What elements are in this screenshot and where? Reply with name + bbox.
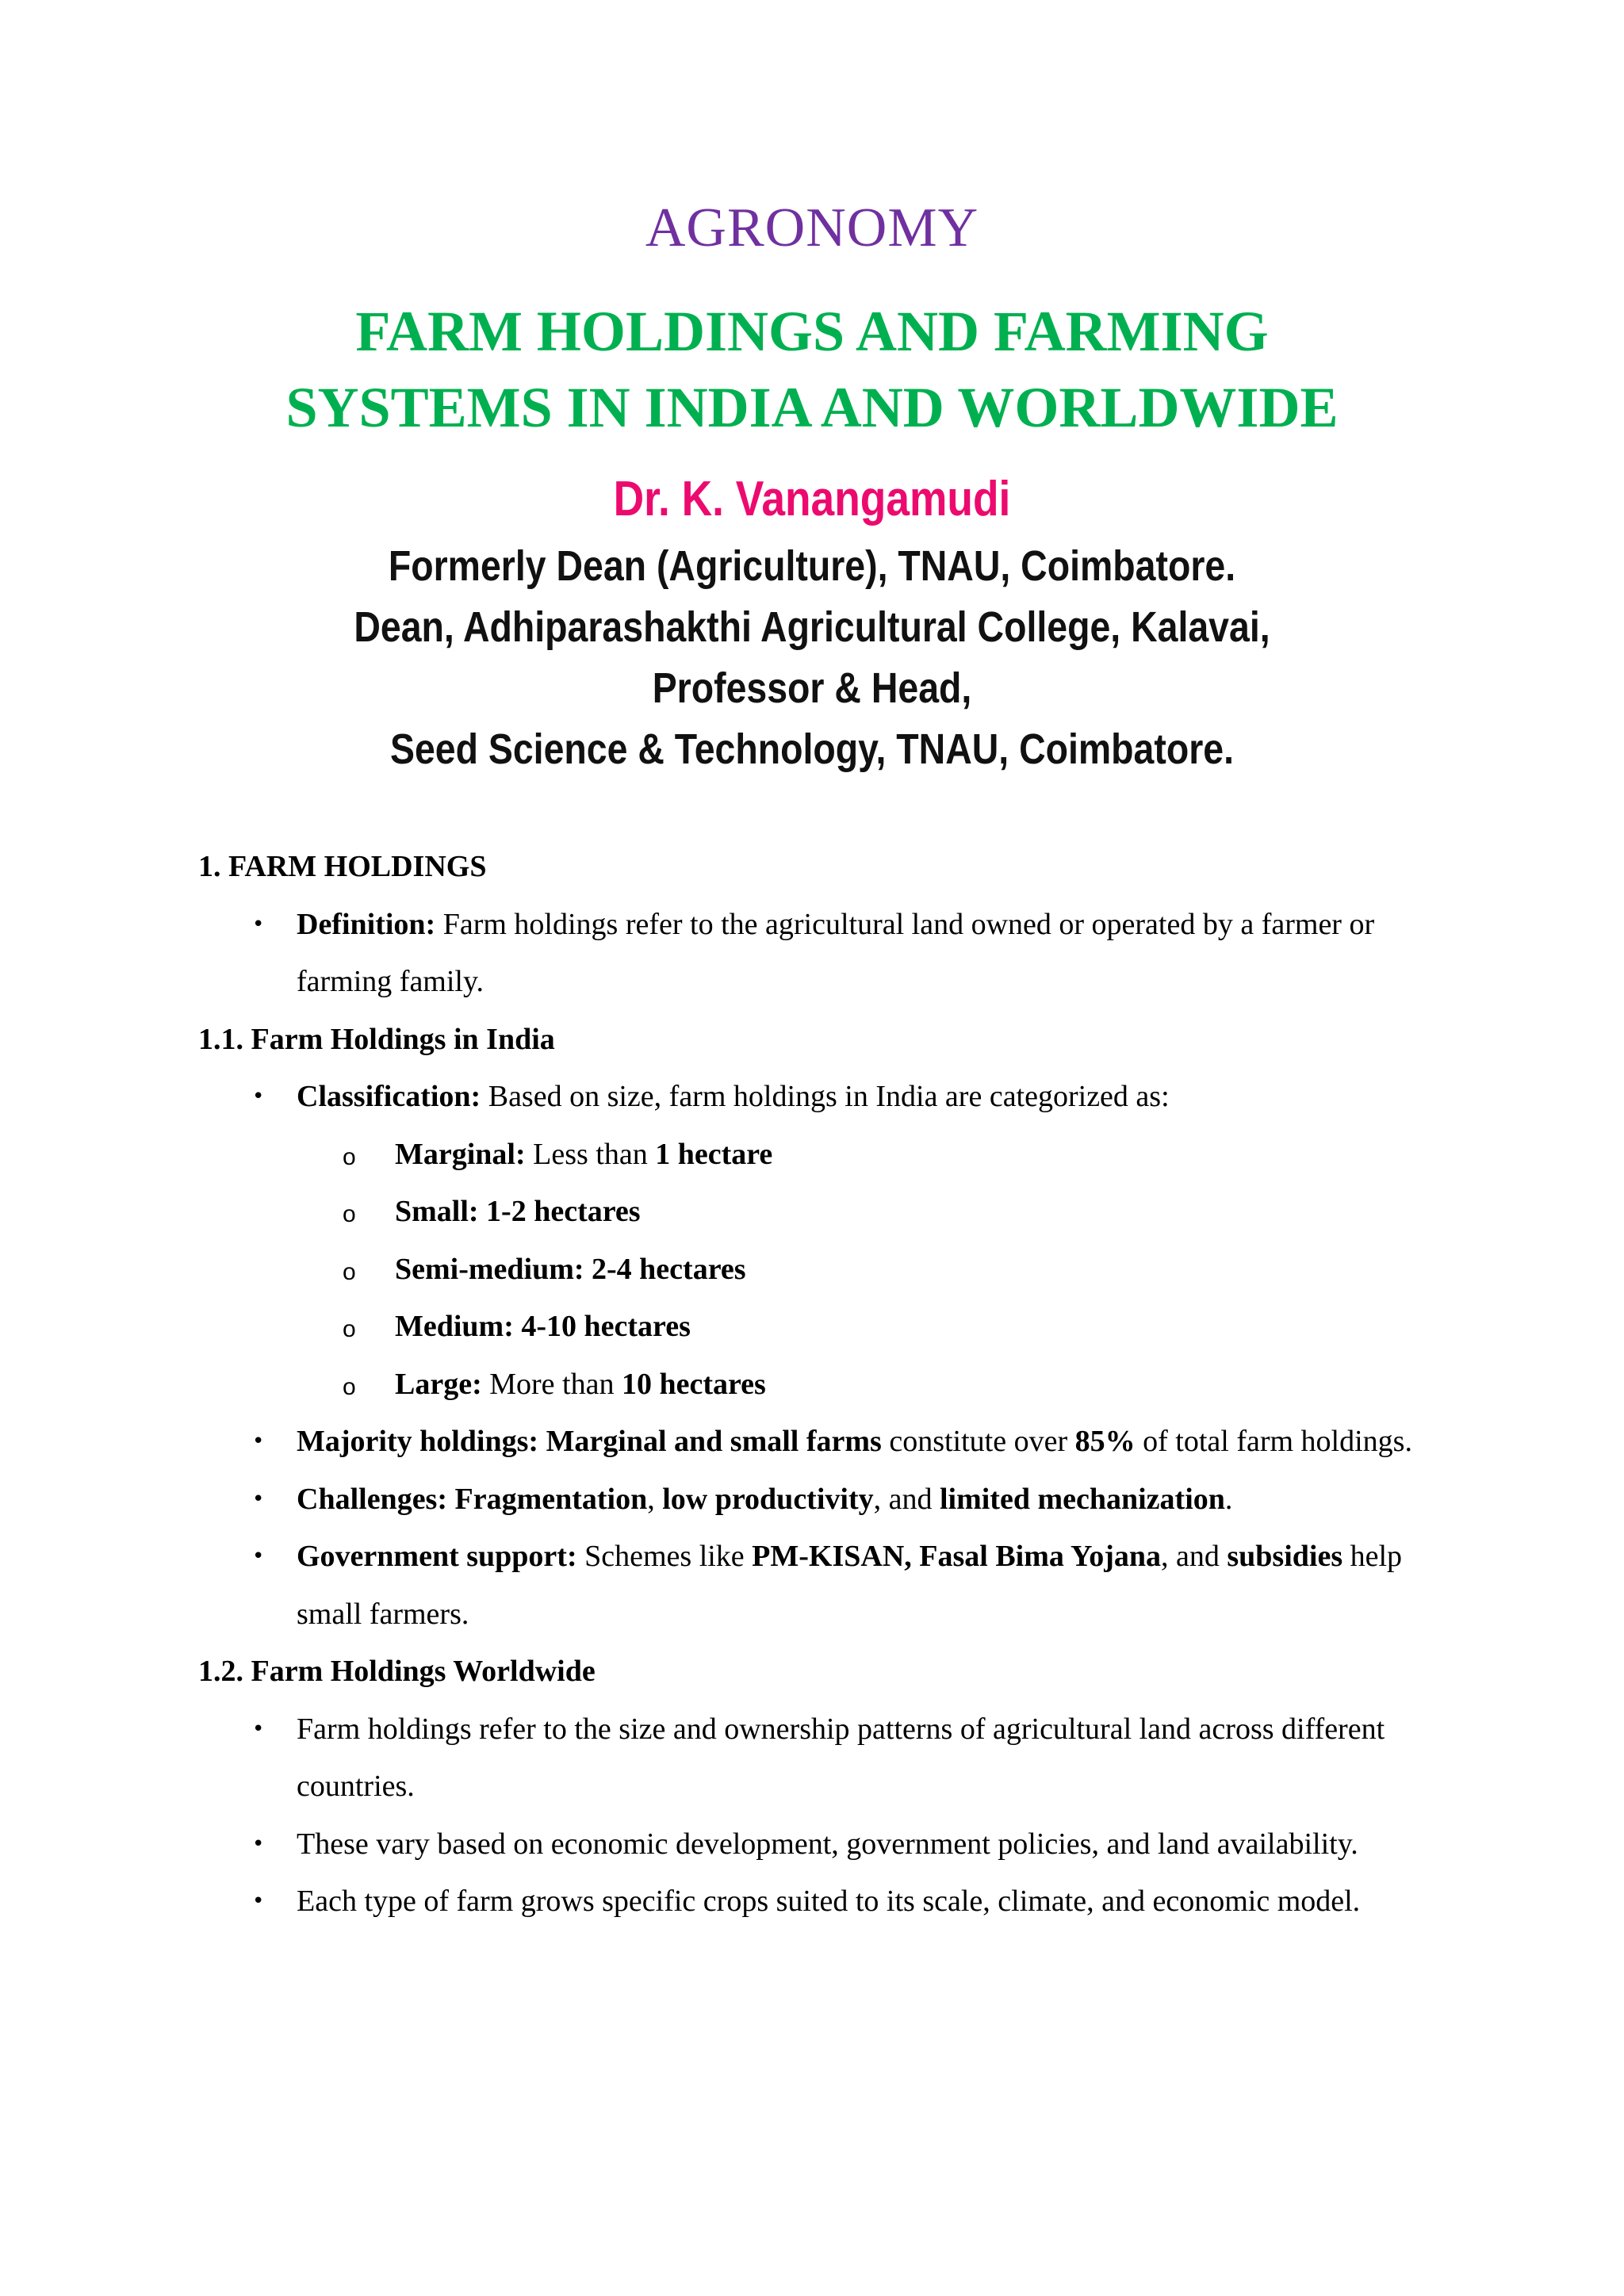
category-text: Less than xyxy=(525,1137,656,1171)
support-schemes: PM-KISAN, Fasal Bima Yojana xyxy=(752,1540,1161,1573)
bullet-icon: • xyxy=(252,1889,265,1913)
category-item-large xyxy=(343,1356,1451,1414)
category-label: Large: xyxy=(395,1367,482,1401)
classification-label: Classification: xyxy=(297,1080,481,1113)
category-label: Small: 1-2 hectares xyxy=(395,1195,641,1228)
document-title-line-1: FARM HOLDINGS AND FARMING xyxy=(355,300,1269,363)
list-item-text: These vary based on economic development, government policies, and land availability. xyxy=(297,1827,1358,1861)
separator-text: , and xyxy=(873,1482,940,1516)
challenges-label: Challenges: xyxy=(297,1482,447,1516)
circle-bullet-icon: o xyxy=(343,1258,356,1285)
list-item xyxy=(252,1701,1451,1816)
challenge-item: Fragmentation xyxy=(454,1482,648,1516)
bullet-icon: • xyxy=(252,1831,265,1856)
challenge-item: limited mechanization xyxy=(939,1482,1225,1516)
definition-list xyxy=(198,896,1451,1011)
category-list xyxy=(297,1126,1451,1414)
category-item-small xyxy=(343,1183,1451,1241)
bullet-icon: • xyxy=(252,1487,265,1511)
category-label: Semi-medium: 2-4 hectares xyxy=(395,1252,746,1286)
challenge-item: low productivity xyxy=(662,1482,874,1516)
list-item-definition xyxy=(252,896,1451,1011)
majority-text: of total farm holdings. xyxy=(1135,1425,1412,1458)
category-item-marginal xyxy=(343,1126,1451,1184)
separator-text: . xyxy=(1224,1482,1233,1516)
list-item-text: Farm holdings refer to the size and ownership patterns of agricultural land across different countries. xyxy=(297,1712,1385,1803)
classification-text: Based on size, farm holdings in India are categorized as: xyxy=(481,1080,1170,1113)
section-heading-farm-holdings: 1. FARM HOLDINGS xyxy=(198,850,487,883)
separator-text: , xyxy=(647,1482,663,1516)
author-name: Dr. K. Vanangamudi xyxy=(613,472,1011,526)
list-item-majority xyxy=(252,1413,1451,1471)
list-item-challenges xyxy=(252,1471,1451,1529)
support-text: Schemes like xyxy=(576,1540,753,1573)
document-body xyxy=(198,838,1451,1931)
bullet-icon: • xyxy=(252,912,265,936)
circle-bullet-icon: o xyxy=(343,1373,356,1400)
majority-text: constitute over xyxy=(881,1425,1075,1458)
circle-bullet-icon: o xyxy=(343,1143,356,1170)
author-affiliation xyxy=(113,536,1510,780)
majority-phrase: Marginal and small farms xyxy=(546,1425,882,1458)
document-title xyxy=(0,293,1624,446)
category-text: More than xyxy=(481,1367,622,1401)
category-item-semi-medium xyxy=(343,1241,1451,1299)
bullet-icon: • xyxy=(252,1544,265,1568)
circle-bullet-icon: o xyxy=(343,1316,356,1342)
category-label: Marginal: xyxy=(395,1137,526,1171)
category-value: 1 hectare xyxy=(655,1137,773,1171)
bullet-icon: • xyxy=(252,1716,265,1741)
list-item-government-support xyxy=(252,1528,1451,1643)
majority-label: Majority holdings: xyxy=(297,1425,539,1458)
section-heading-worldwide: 1.2. Farm Holdings Worldwide xyxy=(198,1655,596,1688)
support-label: Government support: xyxy=(297,1540,577,1573)
list-item-classification xyxy=(252,1068,1451,1413)
support-subsidies: subsidies xyxy=(1227,1540,1343,1573)
support-text: help small farmers. xyxy=(297,1540,1403,1631)
category-value: 10 hectares xyxy=(621,1367,766,1401)
definition-text: Farm holdings refer to the agricultural land owned or operated by a farmer or farming family. xyxy=(297,907,1375,998)
affiliation-line: Formerly Dean (Agriculture), TNAU, Coimbatore. xyxy=(388,542,1236,590)
affiliation-line: Dean, Adhiparashakthi Agricultural College, Kalavai, xyxy=(354,603,1270,651)
circle-bullet-icon: o xyxy=(343,1201,356,1227)
list-item xyxy=(252,1816,1451,1873)
bullet-icon: • xyxy=(252,1085,265,1108)
section-heading-india: 1.1. Farm Holdings in India xyxy=(198,1022,555,1056)
support-text: , and xyxy=(1161,1540,1228,1573)
category-label: Medium: 4-10 hectares xyxy=(395,1310,691,1343)
list-item-text: Each type of farm grows specific crops suited to its scale, climate, and economic model. xyxy=(297,1885,1361,1918)
definition-label: Definition: xyxy=(297,907,436,941)
bullet-icon: • xyxy=(252,1429,265,1453)
list-item xyxy=(252,1873,1451,1931)
india-list xyxy=(198,1068,1451,1643)
subject-title: AGRONOMY xyxy=(645,197,979,258)
worldwide-list xyxy=(198,1701,1451,1931)
document-title-line-2: SYSTEMS IN INDIA AND WORLDWIDE xyxy=(285,376,1339,439)
affiliation-line: Seed Science & Technology, TNAU, Coimbatore. xyxy=(389,725,1235,773)
category-item-medium xyxy=(343,1298,1451,1356)
majority-percent: 85% xyxy=(1074,1425,1136,1458)
affiliation-line: Professor & Head, xyxy=(652,664,972,712)
